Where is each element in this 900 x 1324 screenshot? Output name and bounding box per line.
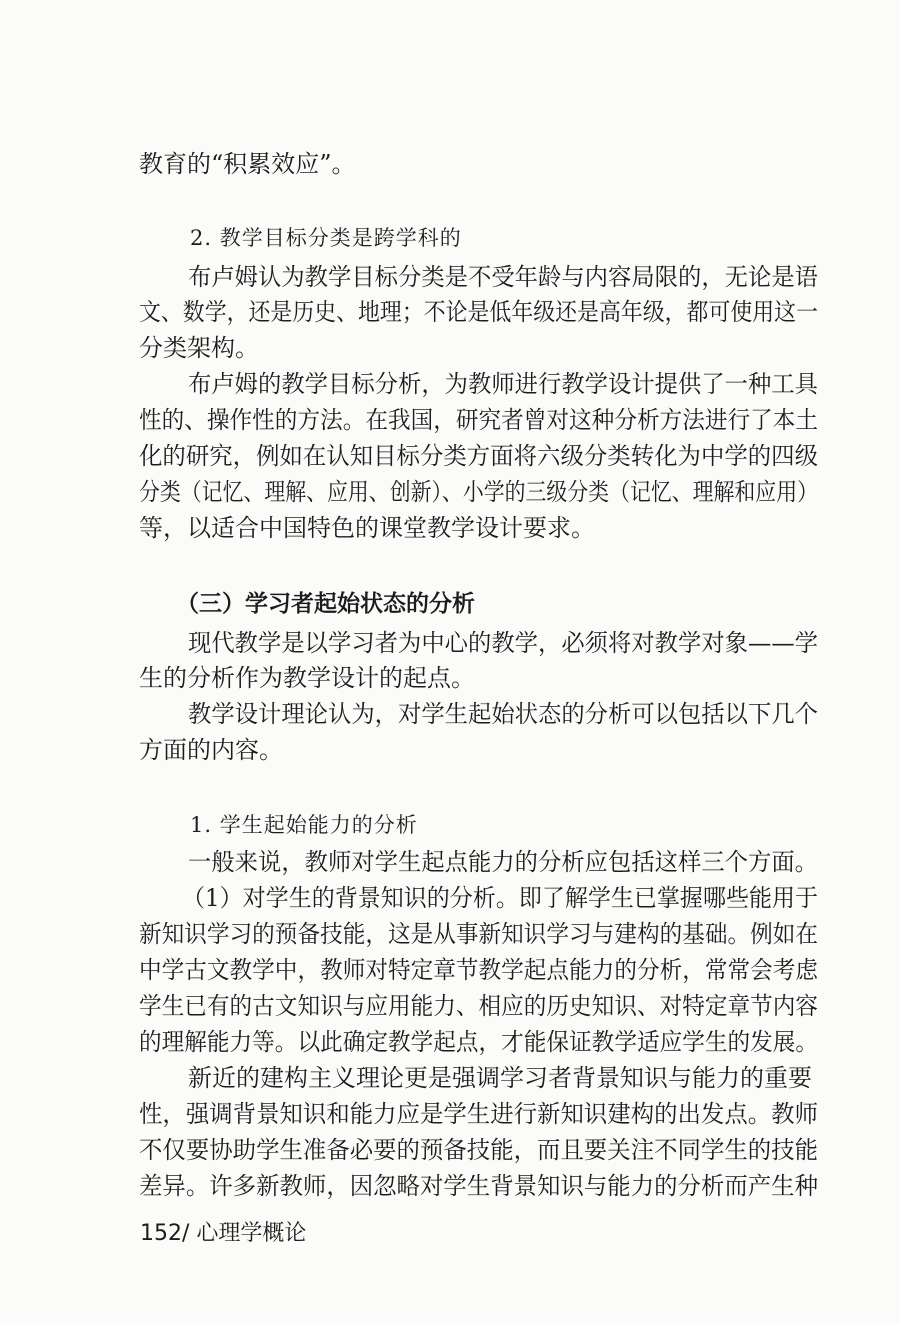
- book-page: 教育的“积累效应”。 2. 教学目标分类是跨学科的 布卢姆认为教学目标分类是不受年龄与内容局限的，无论是语 文、数学，还是历史、地理；不论是低年级还是高年级，都可使用这一 分类架构。 布卢姆的教学目标分析，为教师进行教学设计提供了一种工具 性的、操作性的方法。在我国，研究者曾对这种分析方法进行了本土 化的研究，例如在认知目标分类方面将六级分类转化为中学的四级 分类（记忆、理解、应用、创新）、小学的三级分类（记忆、理解和应用） 等，以适合中国特色的课堂教学设计要求。 （三）学习者起始状态的分析 现代教学是以学习者为中心的教学，必须将对教学对象——学 生的分析作为教学设计的起点。 教学设计理论认为，对学生起始状态的分析可以包括以下几个 方面的内容。 1. 学生起始能力的分析 一般来说，教师对学生起点能力的分析应包括这样三个方面。 （1）对学生的背景知识的分析。即了解学生已掌握哪些能用于 新知识学习的预备技能，这是从事新知识学习与建构的基础。例如在 中学古文教学中，教师对特定章节教学起点能力的分析，常常会考虑 学生已有的古文知识与应用能力、相应的历史知识、对特定章节内容 的理解能力等。以此确定教学起点，才能保证教学适应学生的发展。 新近的建构主义理论更是强调学习者背景知识与能力的重要 性，强调背景知识和能力应是学生进行新知识建构的出发点。教师 不仅要协助学生准备必要的预备技能，而且要关注不同学生的技能 差异。许多新教师，因忽略对学生背景知识与能力的分析而产生种 152/ 心理学概论: [139, 150, 819, 1246]
